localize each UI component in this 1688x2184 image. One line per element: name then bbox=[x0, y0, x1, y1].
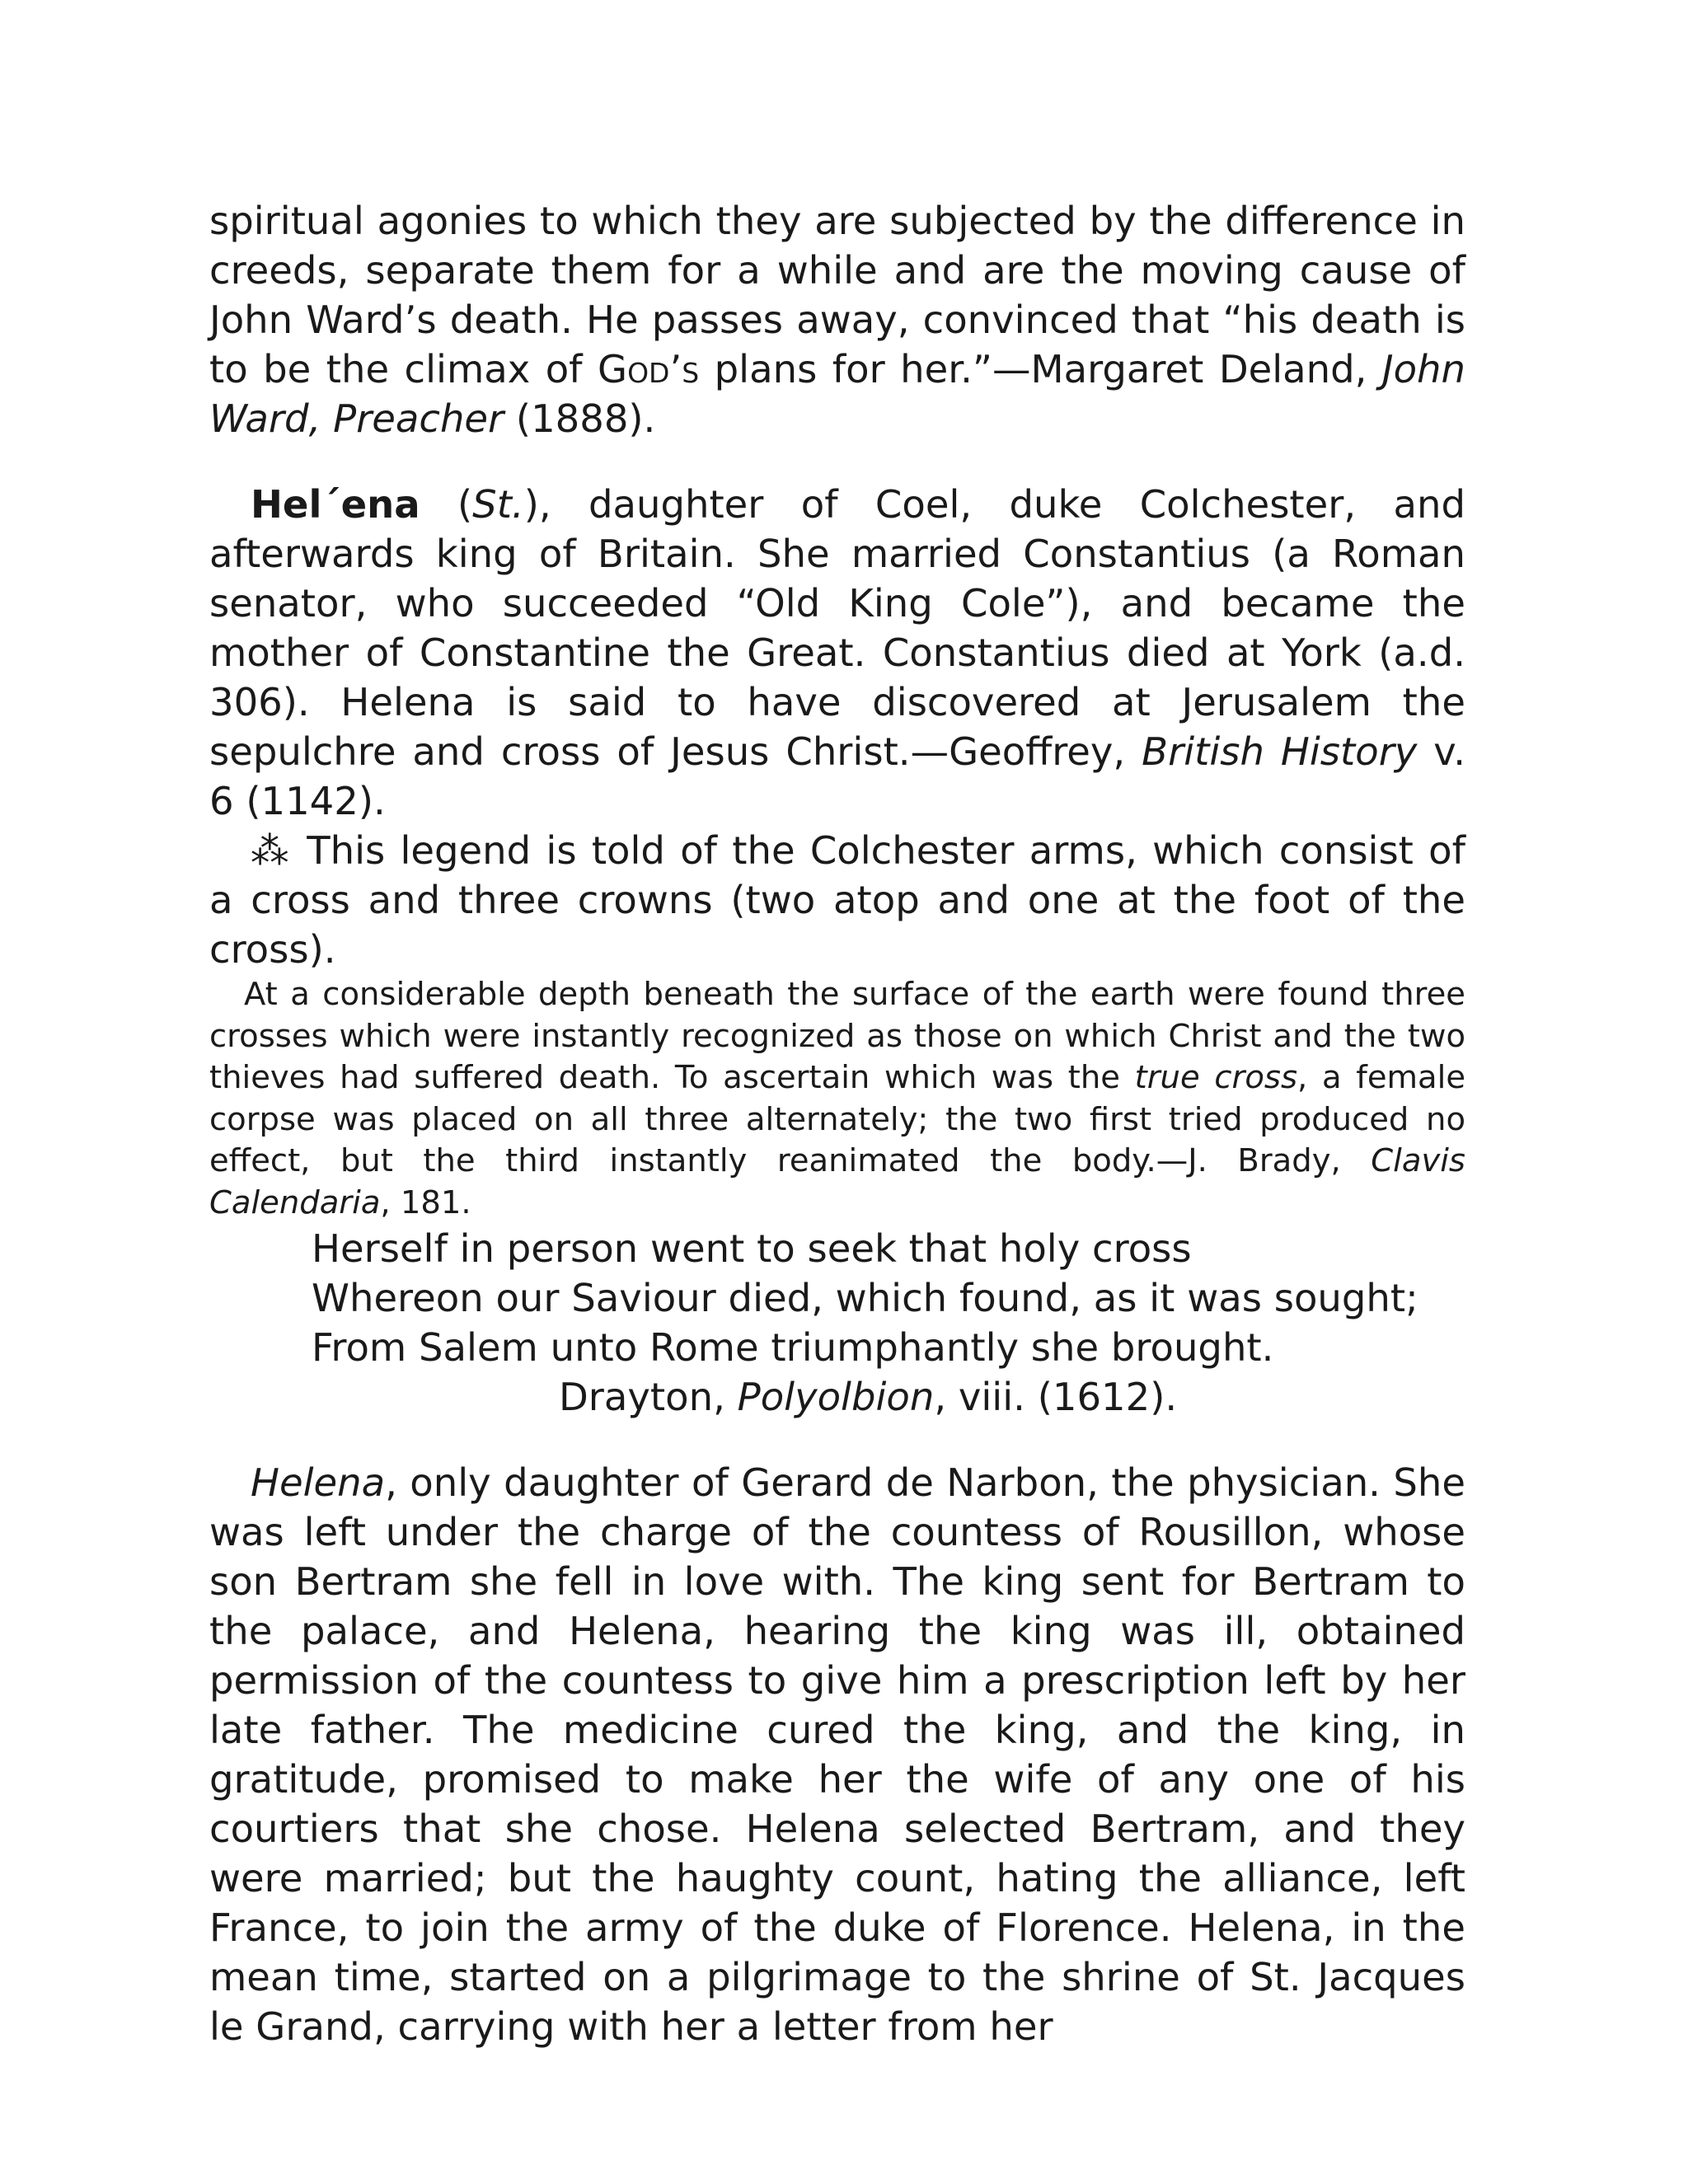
block-quotation bbox=[209, 974, 1465, 1224]
verse-attribution bbox=[312, 1372, 1465, 1422]
work-title: Polyolbion bbox=[737, 1375, 935, 1419]
entry-note bbox=[209, 826, 1465, 974]
quote-emphasis: true cross bbox=[1134, 1059, 1298, 1096]
small-caps-word: God’s bbox=[598, 347, 700, 391]
work-title: John Ward, Preacher bbox=[209, 347, 1465, 441]
entry-continuation bbox=[209, 196, 1465, 443]
entry-helena-saint bbox=[209, 480, 1465, 826]
verse-line: Whereon our Saviour died, which found, as it was sought; bbox=[312, 1276, 1418, 1320]
entry-helena-shakespeare bbox=[209, 1458, 1465, 2051]
entry-text: ), daughter of Coel, duke Colchester, and afterwards king of Britain. She married Constantius (a Roman senator, who succeeded “Old King Cole”), and became the mother of Constantine the Great. Constantius died at York (a.d. 306). Helena is said to have discovered at Jerusalem the sepulchre and cross of Jesus Christ.—Geoffrey, bbox=[209, 482, 1465, 774]
verse-line: Herself in person went to seek that holy cross bbox=[312, 1226, 1192, 1271]
verse-block bbox=[209, 1224, 1465, 1422]
entry-text: ( bbox=[420, 482, 473, 527]
headword: Helena bbox=[251, 1460, 386, 1505]
quote-text: , a female corpse was placed on all three alternately; the two first tried produced no effect, but the third instantly reanimated the body.—J. Brady, bbox=[209, 1059, 1466, 1179]
quote-text: At a considerable depth beneath the surface of the earth were found three crosses which were instantly recognized as those on which Christ and the two thieves had suffered death. To ascertain which was the bbox=[209, 976, 1465, 1096]
entry-text: spiritual agonies to which they are subjected by the difference in creeds, separate them for a while and are the moving cause of John Ward’s death. He passes away, convinced that “his death is to be the climax of bbox=[209, 199, 1465, 391]
entry-text: , only daughter of Gerard de Narbon, the physician. She was left under the charge of the countess of Rousillon, whose son Bertram she fell in love with. The king sent for Bertram to the palace, and Helena, hearing the king was ill, obtained permission of the countess to give him a prescription left by her late father. The medicine cured the king, and the king, in gratitude, promised to make her the wife of any one of his courtiers that she chose. Helena selected Bertram, and they were married; but the haughty count, hating the alliance, left France, to join the army of the duke of Florence. Helena, in the mean time, started on a pilgrimage to the shrine of St. Jacques le Grand, carrying with her a letter from her bbox=[209, 1460, 1465, 2049]
citation-ref: , viii. (1612). bbox=[934, 1375, 1178, 1419]
page-content bbox=[209, 196, 1465, 2051]
work-title: British History bbox=[1142, 729, 1418, 774]
citation-ref: v. 6 (1142). bbox=[209, 729, 1465, 823]
note-text: This legend is told of the Colchester arms, which consist of a cross and three crowns (two atop and one at the foot of the cross). bbox=[209, 828, 1465, 972]
entry-text: plans for her.”—Margaret Deland, bbox=[699, 347, 1382, 391]
asterism-icon: ⁂ bbox=[251, 828, 292, 873]
headword-qualifier: St. bbox=[472, 482, 524, 527]
work-title: Clavis Calendaria bbox=[209, 1142, 1465, 1221]
citation-ref: , 181. bbox=[380, 1183, 471, 1221]
attribution-author: Drayton, bbox=[559, 1375, 738, 1419]
citation-year: (1888). bbox=[504, 396, 656, 441]
verse-line: From Salem unto Rome triumphantly she brought. bbox=[312, 1325, 1274, 1370]
headword: Hel´ena bbox=[251, 482, 420, 527]
